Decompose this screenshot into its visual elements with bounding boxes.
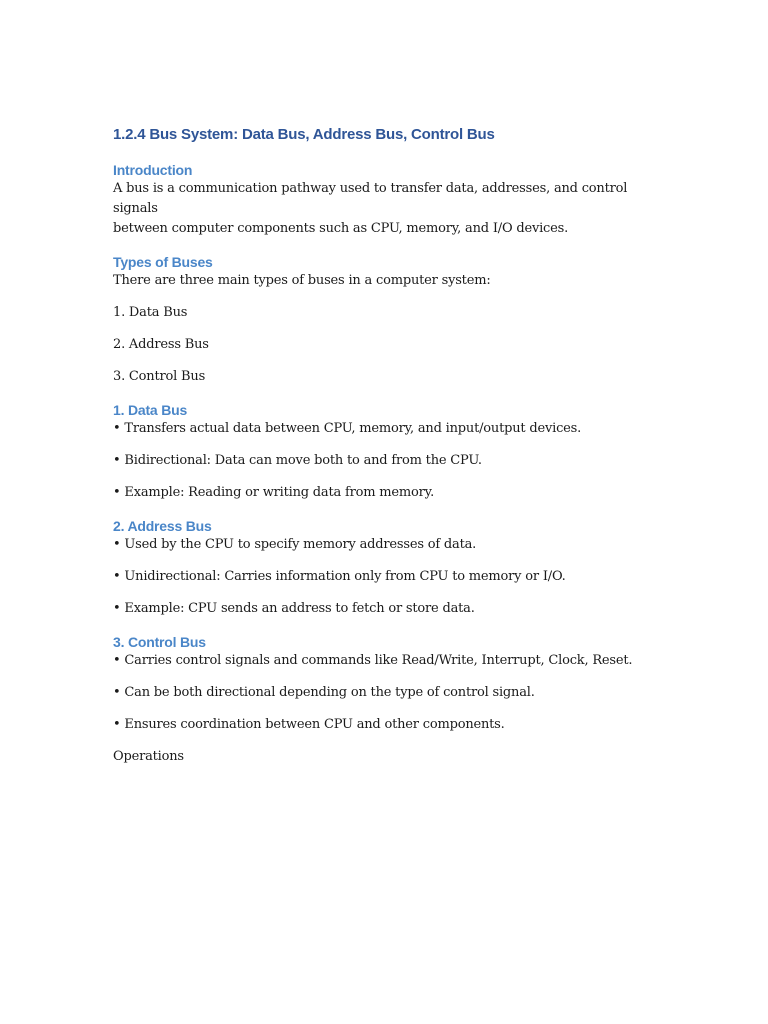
address-bus-bullet-2: • Unidirectional: Carries information only from CPU to memory or I/O. — [113, 569, 566, 584]
types-heading: Types of Buses — [113, 254, 213, 270]
control-bus-bullet-3: • Ensures coordination between CPU and other components. — [113, 717, 505, 732]
data-bus-bullet-2: • Bidirectional: Data can move both to and from the CPU. — [113, 453, 482, 468]
data-bus-bullet-3: • Example: Reading or writing data from memory. — [113, 485, 435, 500]
introduction-line-2: between computer components such as CPU, memory, and I/O devices. — [113, 221, 569, 236]
data-bus-bullet-1: • Transfers actual data between CPU, memory, and input/output devices. — [113, 421, 582, 436]
types-item-control-bus: 3. Control Bus — [113, 369, 206, 384]
document-page — [113, 124, 653, 767]
introduction-heading: Introduction — [113, 162, 193, 178]
introduction-line-1: A bus is a communication pathway used to transfer data, addresses, and control signals — [113, 181, 628, 216]
control-bus-heading: 3. Control Bus — [113, 634, 206, 650]
address-bus-heading: 2. Address Bus — [113, 518, 212, 534]
types-item-data-bus: 1. Data Bus — [113, 305, 188, 320]
address-bus-bullet-1: • Used by the CPU to specify memory addresses of data. — [113, 537, 477, 552]
types-item-address-bus: 2. Address Bus — [113, 337, 209, 352]
address-bus-bullet-3: • Example: CPU sends an address to fetch or store data. — [113, 601, 475, 616]
control-bus-bullet-2: • Can be both directional depending on the type of control signal. — [113, 685, 535, 700]
control-bus-bullet-1: • Carries control signals and commands like Read/Write, Interrupt, Clock, Reset. — [113, 653, 633, 668]
page-title: 1.2.4 Bus System: Data Bus, Address Bus, Control Bus — [113, 126, 495, 143]
types-intro: There are three main types of buses in a computer system: — [113, 273, 491, 288]
operations-text: Operations — [113, 749, 184, 764]
data-bus-heading: 1. Data Bus — [113, 402, 188, 418]
